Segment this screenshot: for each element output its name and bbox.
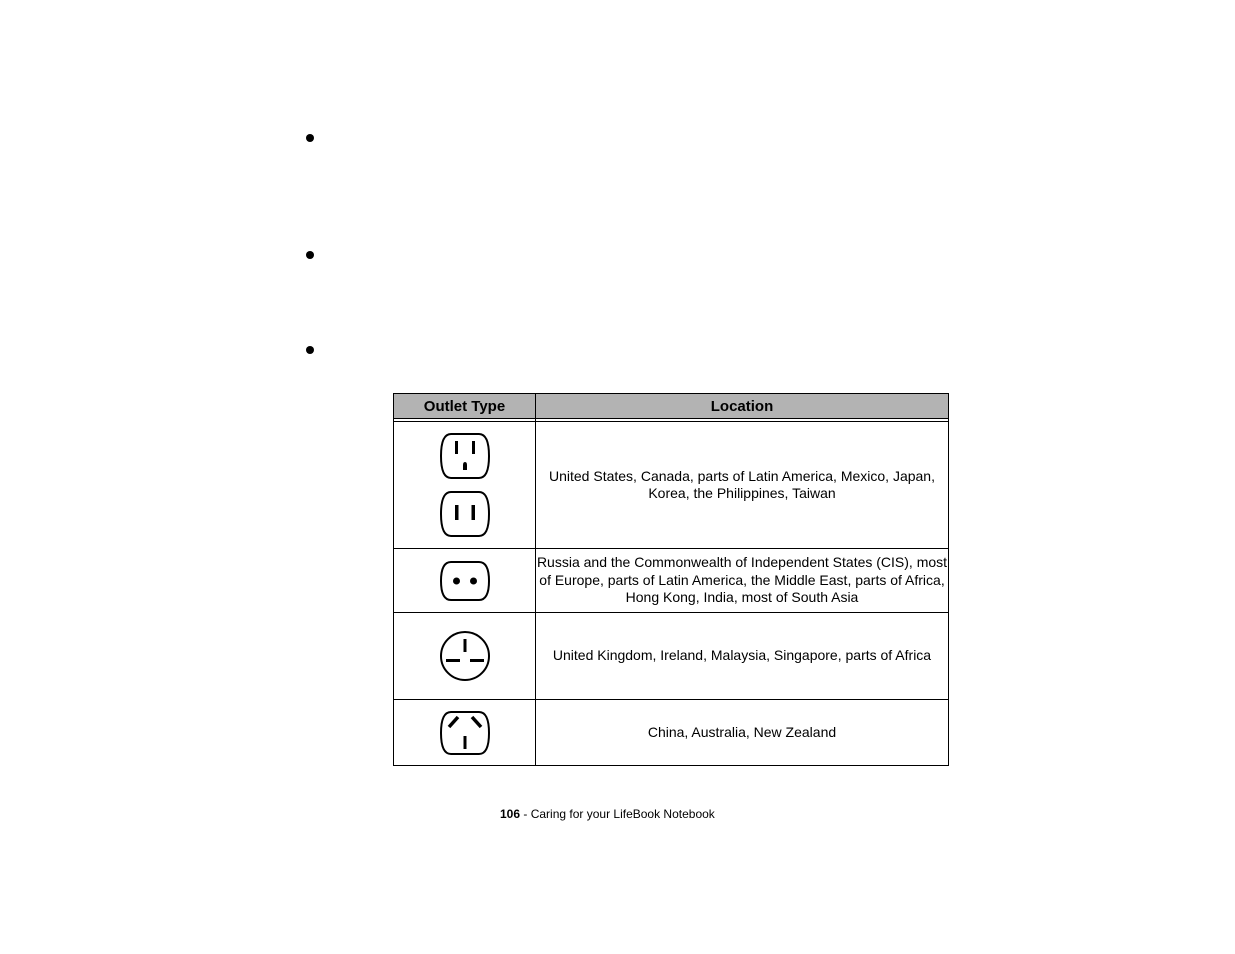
table-row	[394, 613, 949, 700]
outlet-icons-cell	[394, 422, 536, 549]
outlet-icons-cell	[394, 613, 536, 700]
uk-three-pin-outlet-icon	[437, 629, 493, 683]
page-footer	[500, 807, 715, 821]
table-header-row	[394, 394, 949, 419]
table-row	[394, 422, 949, 549]
europlug-outlet-icon	[437, 560, 493, 602]
header-outlet-type: Outlet Type	[394, 394, 536, 419]
bullet-1	[306, 134, 314, 142]
page-number: 106	[500, 807, 521, 821]
location-cell: Russia and the Commonwealth of Independent States (CIS), most of Europe, parts of Latin America, the Middle East, parts of Africa, Hong Kong, India, most of South Asia	[536, 549, 949, 613]
outlet-type-table	[393, 393, 949, 766]
header-location: Location	[536, 394, 949, 419]
table-row	[394, 700, 949, 766]
outlet-icons-cell	[394, 549, 536, 613]
table-row	[394, 549, 949, 613]
us-three-prong-outlet-icon	[437, 432, 493, 480]
bullet-3	[306, 346, 314, 354]
bullet-2	[306, 251, 314, 259]
australian-outlet-icon	[437, 710, 493, 756]
location-cell: United Kingdom, Ireland, Malaysia, Singapore, parts of Africa	[536, 613, 949, 700]
location-cell: China, Australia, New Zealand	[536, 700, 949, 766]
footer-text: - Caring for your LifeBook Notebook	[520, 807, 715, 821]
us-two-prong-outlet-icon	[437, 490, 493, 538]
outlet-icons-cell	[394, 700, 536, 766]
location-cell: United States, Canada, parts of Latin America, Mexico, Japan, Korea, the Philippines, Taiwan	[536, 422, 949, 549]
